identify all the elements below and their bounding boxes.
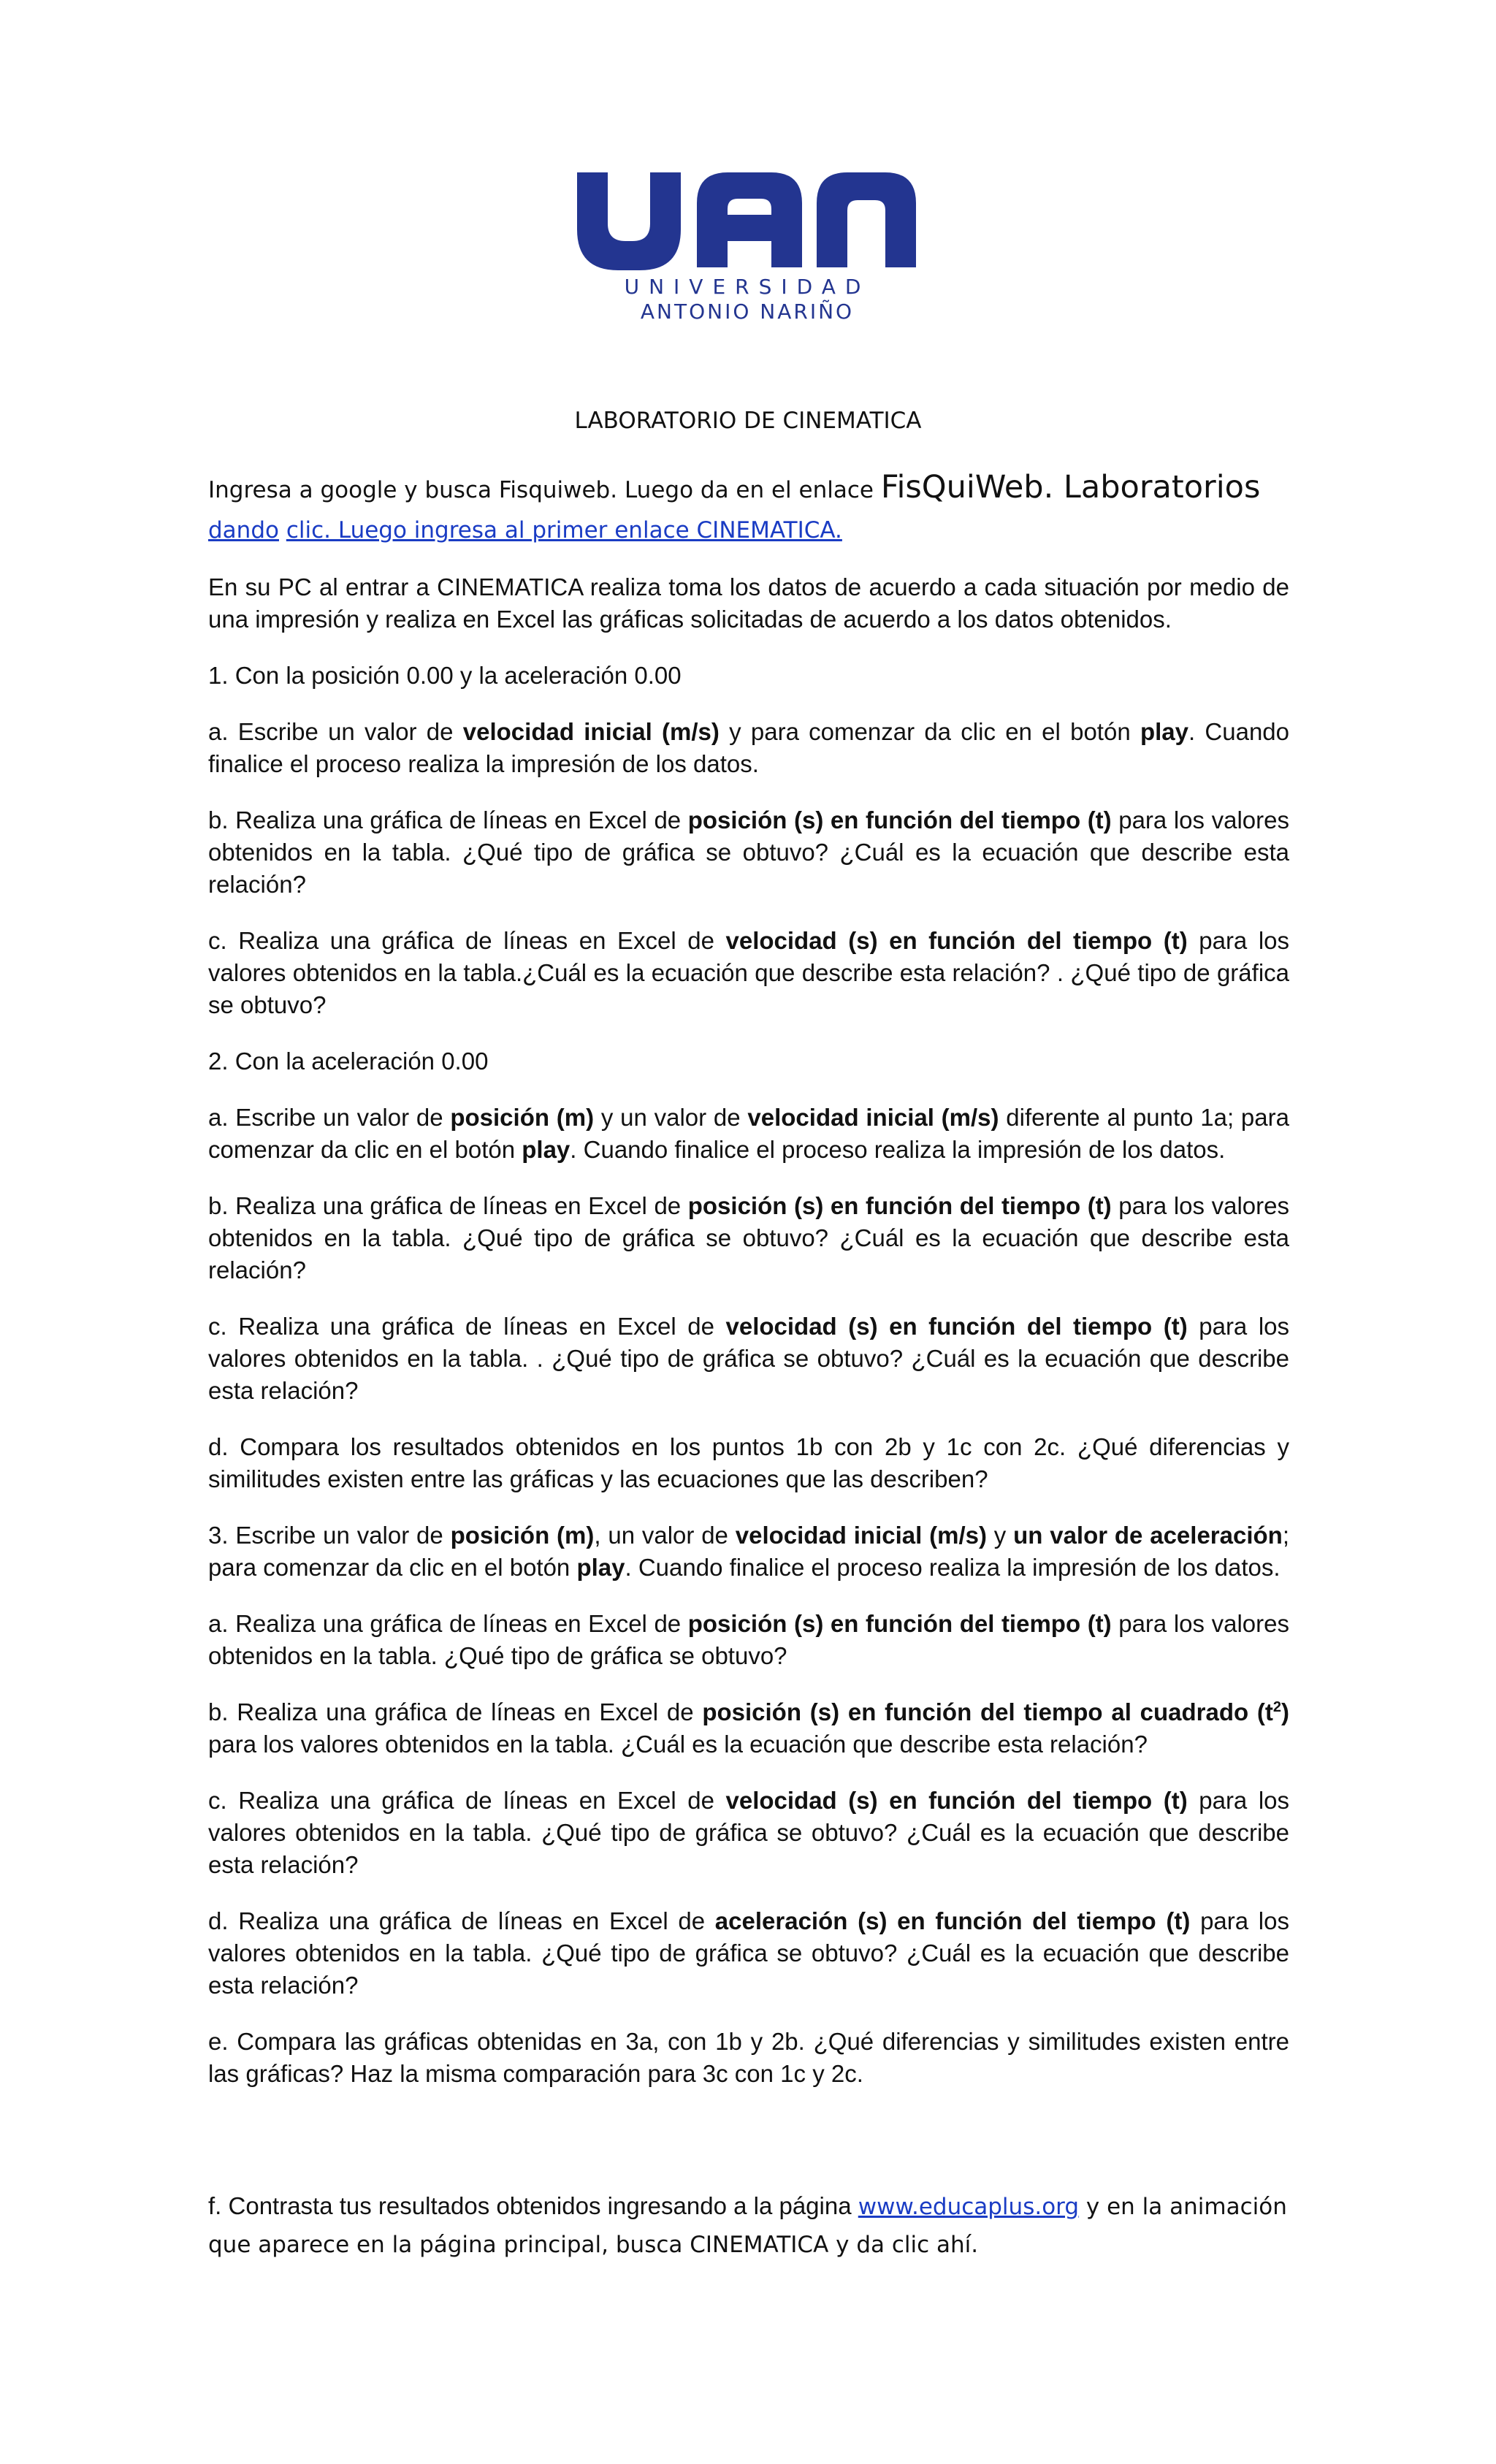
logo-line2: ANTONIO NARIÑO	[640, 300, 855, 324]
item-1a: a. Escribe un valor de velocidad inicial (m/s) y para comenzar da clic en el botón play. Cuando finalice el proceso realiza la impresión de los datos.	[208, 718, 1290, 777]
item-2b: b. Realiza una gráfica de líneas en Excel de posición (s) en función del tiempo (t) para los valores obtenidos en la tabla. ¿Qué tipo de gráfica se obtuvo? ¿Cuál es la ecuación que describe esta relación?	[208, 1192, 1289, 1284]
item-3f-tail: y en la animación que aparece en la página principal, busca CINEMATICA y da clic ahí.	[208, 2194, 1287, 2258]
section-3-heading: 3. Escribe un valor de posición (m), un valor de velocidad inicial (m/s) y un valor de aceleración; para comenzar da clic en el botón play. Cuando finalice el proceso realiza la impresión de los datos.	[208, 1522, 1290, 1581]
intro-instructions: En su PC al entrar a CINEMATICA realiza toma los datos de acuerdo a cada situación por medio de una impresión y realiza en Excel las gráficas solicitadas de acuerdo a los datos obtenidos.	[208, 573, 1289, 633]
section-2-heading: 2. Con la aceleración 0.00	[208, 1048, 489, 1075]
item-1c: c. Realiza una gráfica de líneas en Excel de velocidad (s) en función del tiempo (t) para los valores obtenidos en la tabla.¿Cuál es la ecuación que describe esta relación? . ¿Qué tipo de gráfica se obtuvo?	[208, 927, 1289, 1018]
instructions-body	[208, 571, 1289, 2114]
item-2a: a. Escribe un valor de posición (m) y un valor de velocidad inicial (m/s) diferente al punto 1a; para comenzar da clic en el botón play. Cuando finalice el proceso realiza la impresión de los datos.	[208, 1104, 1289, 1163]
item-2d: d. Compara los resultados obtenidos en los puntos 1b con 2b y 1c con 2c. ¿Qué diferencias y similitudes existen entre las gráficas y las ecuaciones que las describen?	[208, 1433, 1289, 1492]
item-3a: a. Realiza una gráfica de líneas en Excel de posición (s) en función del tiempo (t) para los valores obtenidos en la tabla. ¿Qué tipo de gráfica se obtuvo?	[208, 1610, 1289, 1669]
item-3c: c. Realiza una gráfica de líneas en Excel de velocidad (s) en función del tiempo (t) para los valores obtenidos en la tabla. ¿Qué tipo de gráfica se obtuvo? ¿Cuál es la ecuación que describe esta relación?	[208, 1787, 1289, 1878]
item-3e: e. Compara las gráficas obtenidas en 3a, con 1b y 2b. ¿Qué diferencias y similitudes existen entre las gráficas? Haz la misma comparación para 3c con 1c y 2c.	[208, 2028, 1289, 2087]
logo-line1: UNIVERSIDAD	[624, 275, 871, 299]
dando-link[interactable]: dando	[208, 517, 279, 543]
intro-text: Ingresa a google y busca Fisquiweb. Luego da en el enlace	[208, 477, 874, 503]
item-3d: d. Realiza una gráfica de líneas en Excel de aceleración (s) en función del tiempo (t) para los valores obtenidos en la tabla. ¿Qué tipo de gráfica se obtuvo? ¿Cuál es la ecuación que describe esta relación?	[208, 1907, 1289, 1999]
item-3f	[208, 2187, 1289, 2264]
fisquiweb-label: FisQuiWeb. Laboratorios	[880, 469, 1261, 506]
cinematica-link[interactable]: clic. Luego ingresa al primer enlace CINEMATICA.	[286, 517, 842, 543]
section-1-heading: 1. Con la posición 0.00 y la aceleración 0.00	[208, 662, 682, 689]
page-title: LABORATORIO DE CINEMATICA	[574, 408, 922, 434]
educaplus-link[interactable]: www.educaplus.org	[858, 2194, 1080, 2220]
intro-paragraph	[208, 468, 1289, 551]
item-2c: c. Realiza una gráfica de líneas en Excel de velocidad (s) en función del tiempo (t) para los valores obtenidos en la tabla. . ¿Qué tipo de gráfica se obtuvo? ¿Cuál es la ecuación que describe esta relación?	[208, 1313, 1289, 1404]
item-3b: b. Realiza una gráfica de líneas en Excel de posición (s) en función del tiempo al cuadrado $(t^2)$ para los valores obtenidos en la tabla. ¿Cuál es la ecuación que describe esta relación?	[208, 1698, 1290, 1758]
item-3f-lead: f. Contrasta tus resultados obtenidos ingresando a la página	[208, 2192, 858, 2219]
item-1b: b. Realiza una gráfica de líneas en Excel de posición (s) en función del tiempo (t) para los valores obtenidos en la tabla. ¿Qué tipo de gráfica se obtuvo? ¿Cuál es la ecuación que describe esta relación?	[208, 806, 1289, 898]
uan-logo	[576, 169, 919, 324]
